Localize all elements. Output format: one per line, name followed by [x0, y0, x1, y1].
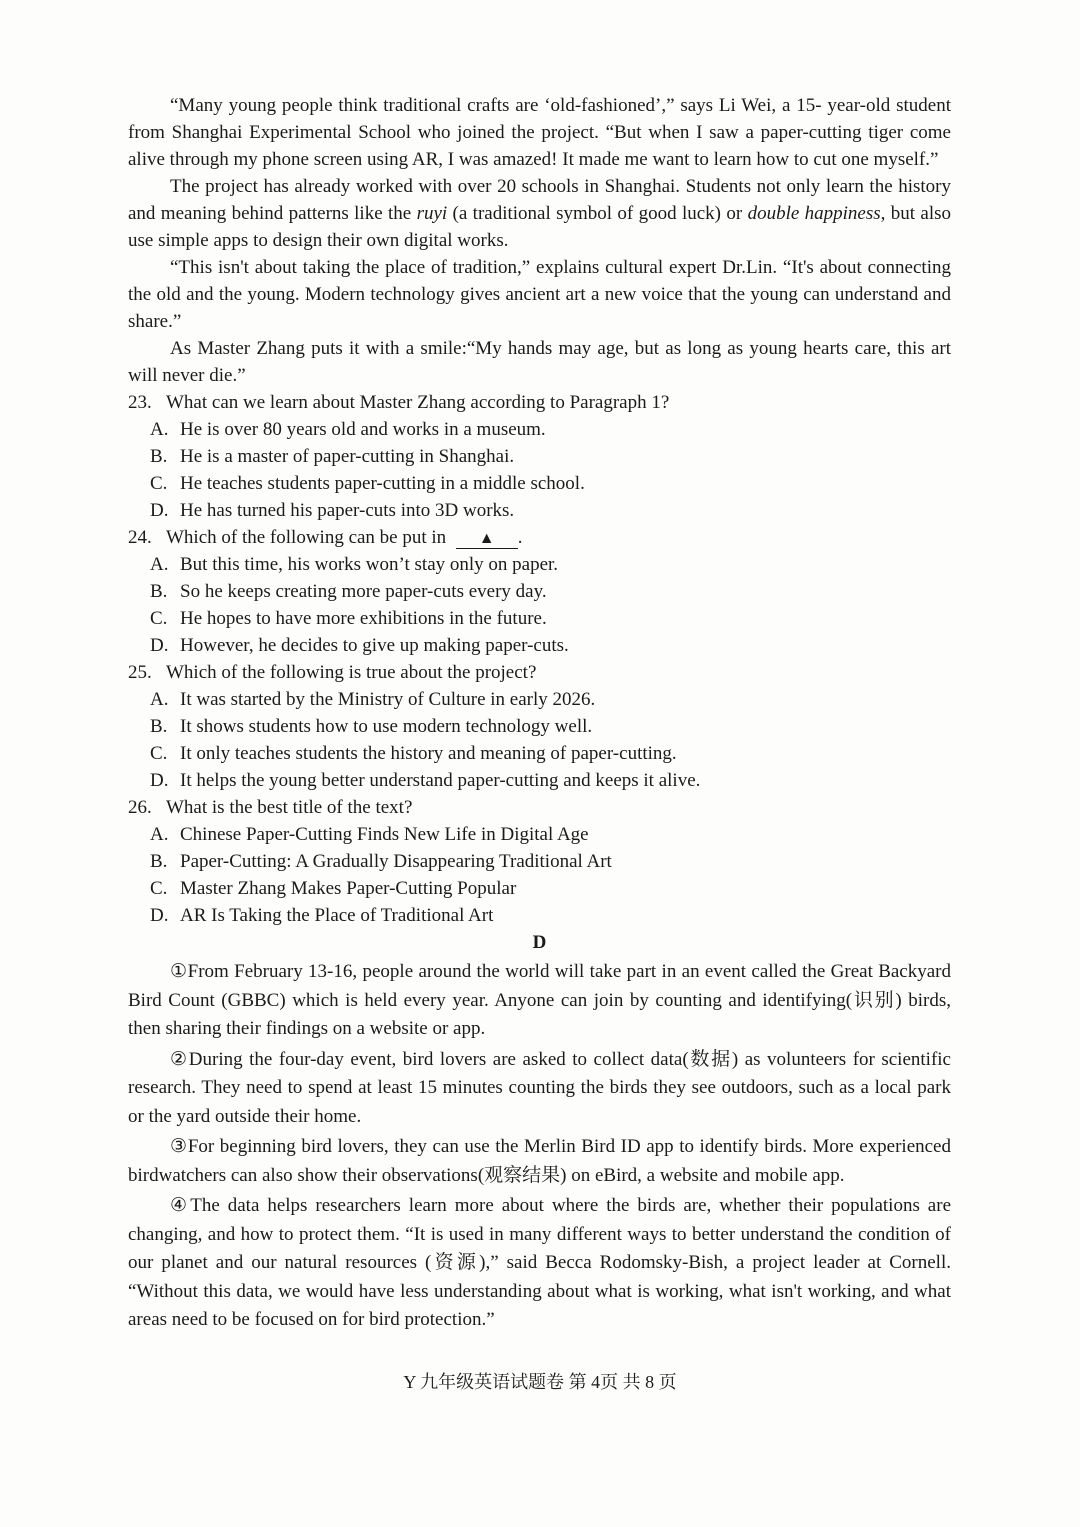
passage-d-paragraph-3: ③For beginning bird lovers, they can use the Merlin Bird ID app to identify birds. More experienced birdwatchers can also show their observations(观察结果) on eBird, a website and mobile app. — [128, 1136, 951, 1186]
option-b: B. It shows students how to use modern technology well. — [150, 716, 593, 737]
option-c: C. Master Zhang Makes Paper-Cutting Popular — [150, 878, 517, 899]
page-footer: Y 九年级英语试题卷 第 4页 共 8 页 — [403, 1372, 677, 1392]
double-happiness-term: double happiness — [747, 203, 881, 224]
section-heading-d: D — [532, 932, 547, 953]
option-b: B. So he keeps creating more paper-cuts every day. — [150, 581, 547, 602]
question-text: What is the best title of the text? — [166, 797, 413, 818]
question-text: Which of the following is true about the project? — [166, 662, 537, 683]
question-23 — [128, 389, 951, 524]
option-b: B. He is a master of paper-cutting in Shanghai. — [150, 446, 515, 467]
option-d: D. It helps the young better understand paper-cutting and keeps it alive. — [150, 770, 701, 791]
question-text: Which of the following can be put in — [166, 527, 447, 548]
option-b: B. Paper-Cutting: A Gradually Disappearing Traditional Art — [150, 851, 612, 872]
passage-d-paragraph-2: ②During the four-day event, bird lovers are asked to collect data(数据) as volunteers for scientific research. They need to spend at least 15 minutes counting the birds they see outdoors, such as a local park or the yard outside their home. — [128, 1048, 951, 1127]
passage-d-paragraph-1: ①From February 13-16, people around the world will take part in an event called the Great Backyard Bird Count (GBBC) which is held every year. Anyone can join by counting and identifying(识别) birds, then sharing their findings on a website or app. — [128, 961, 951, 1039]
passage-d-paragraph-4: ④The data helps researchers learn more about where the birds are, whether their populations are changing, and how to protect them. “It is used in many different ways to better understand the condition of our planet and our natural resources (资源),” said Becca Rodomsky-Bish, a project leader at Cornell. “Without this data, we would have less understanding about what is working, what isn't working, and what areas need to be focused on for bird protection.” — [128, 1195, 951, 1330]
option-a: A. It was started by the Ministry of Culture in early 2026. — [150, 689, 596, 710]
blank-triangle-icon: ▲ — [456, 530, 518, 549]
question-number: 24. — [128, 527, 152, 548]
option-d: D. He has turned his paper-cuts into 3D works. — [150, 500, 515, 521]
passage-c-paragraph-4: As Master Zhang puts it with a smile:“My hands may age, but as long as young hearts care, this art will never die.” — [128, 338, 951, 386]
option-c: C. He teaches students paper-cutting in a middle school. — [150, 473, 585, 494]
option-d: D. AR Is Taking the Place of Traditional Art — [150, 905, 494, 926]
option-a: A. Chinese Paper-Cutting Finds New Life in Digital Age — [150, 824, 589, 845]
question-text: What can we learn about Master Zhang according to Paragraph 1? — [166, 392, 670, 413]
question-26 — [128, 794, 951, 929]
question-number: 23. — [128, 392, 152, 413]
question-24: 24. Which of the following can be put in ▲ . A. But this time, his works won’t stay only on paper. B. So he keeps creating more paper-cuts every day. C. He hopes to have more exhibitions in the future. D. However, he decides to give up making paper-cuts. — [128, 524, 951, 659]
question-25 — [128, 659, 951, 794]
passage-c-paragraph-2: The project has already worked with over 20 schools in Shanghai. Students not only learn the history and meaning behind patterns like the ruyi (a traditional symbol of good luck) or double happiness, but also use simple apps to design their own digital works. — [128, 176, 951, 251]
option-c: C. It only teaches students the history and meaning of paper-cutting. — [150, 743, 677, 764]
option-d: D. However, he decides to give up making paper-cuts. — [150, 635, 569, 656]
ruyi-term: ruyi — [416, 203, 448, 224]
passage-c-paragraph-1: “Many young people think traditional crafts are ‘old-fashioned’,” says Li Wei, a 15- year-old student from Shanghai Experimental School who joined the project. “But when I saw a paper-cutting tiger come alive through my phone screen using AR, I was amazed! It made me want to learn how to cut one myself.” — [128, 95, 951, 170]
question-number: 25. — [128, 662, 152, 683]
option-a: A. But this time, his works won’t stay only on paper. — [150, 554, 559, 575]
option-a: A. He is over 80 years old and works in a museum. — [150, 419, 546, 440]
question-number: 26. — [128, 797, 152, 818]
exam-page — [128, 92, 951, 1335]
passage-c-paragraph-3: “This isn't about taking the place of tradition,” explains cultural expert Dr.Lin. “It's about connecting the old and the young. Modern technology gives ancient art a new voice that the young can understand and share.” — [128, 257, 951, 332]
option-c: C. He hopes to have more exhibitions in the future. — [150, 608, 547, 629]
